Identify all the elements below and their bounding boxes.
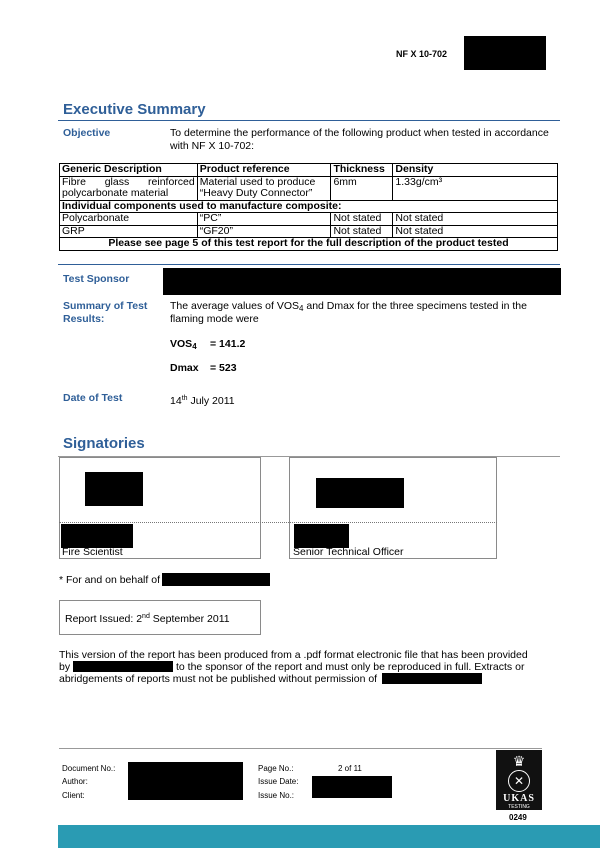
report-issued-box [59, 600, 261, 635]
col-header: Generic Description [60, 164, 198, 177]
footer-accent-bar [58, 825, 600, 848]
composition-table [59, 163, 558, 251]
redacted-header-block [464, 36, 546, 70]
disclaimer-line2-b: to the sponsor of the report and must only be reproduced in full. Extracts or [176, 661, 525, 673]
redacted-document-details [128, 762, 243, 800]
components-header: Individual components used to manufacture composite: [60, 200, 558, 213]
date-day: 14 [170, 395, 182, 407]
issue-no-label: Issue No.: [258, 791, 295, 800]
disclaimer-line1: This version of the report has been produced from a .pdf format electronic file that has been provided [59, 649, 528, 661]
page-no-value: 2 of 11 [338, 764, 362, 773]
signatories-heading: Signatories [63, 435, 145, 452]
results-label-line2: Results: [63, 313, 105, 325]
table-cell: Not stated [393, 225, 558, 238]
table-cell [60, 176, 198, 200]
on-behalf-text: * For and on behalf of [59, 574, 160, 586]
date-of-test-label: Date of Test [63, 392, 123, 404]
components-header-row [60, 200, 558, 213]
table-cell [197, 176, 331, 200]
issued-rest: September 2011 [149, 613, 230, 625]
table-cell: “GF20” [197, 225, 331, 238]
table-cell: Polycarbonate [60, 213, 198, 226]
redacted-sponsor [163, 268, 561, 295]
ref-line: Material used to produce [199, 175, 316, 188]
dmax-value: = 523 [210, 362, 237, 374]
ukas-logo-subtext: TESTING [508, 804, 530, 810]
page-no-label: Page No.: [258, 764, 294, 773]
issue-date-label: Issue Date: [258, 777, 299, 786]
signature-dotted-line [59, 522, 497, 523]
table-footer-note: Please see page 5 of this test report for the full description of the product tested [60, 238, 558, 251]
dmax-label: Dmax [170, 362, 199, 374]
col-header: Product reference [197, 164, 331, 177]
table-row [60, 213, 558, 226]
table-row [60, 225, 558, 238]
redacted-signature-right [316, 478, 404, 508]
redacted-name-right [294, 524, 349, 548]
desc-line: polycarbonate material [62, 187, 169, 199]
redacted-name-left [61, 524, 133, 548]
test-sponsor-label: Test Sponsor [63, 273, 130, 285]
left-signatory-title: Fire Scientist [62, 546, 123, 558]
disclaimer-line2-a: by [59, 661, 71, 673]
desc-line: Fibre glass reinforced [62, 175, 195, 188]
table-cell: Not stated [393, 213, 558, 226]
issued-suffix: nd [142, 613, 150, 620]
vos-value: = 141.2 [210, 338, 246, 350]
tick-cross-icon: ✕ [508, 770, 530, 792]
date-rest: July 2011 [187, 395, 235, 407]
table-cell: GRP [60, 225, 198, 238]
ukas-number: 0249 [509, 813, 527, 822]
issued-prefix: Report Issued: 2 [65, 613, 143, 625]
date-suffix: th [181, 395, 188, 402]
ukas-logo [496, 750, 542, 810]
results-label-line1: Summary of Test [63, 300, 148, 312]
vos-label: VOS [170, 338, 193, 350]
table-cell: Not stated [331, 213, 393, 226]
redacted-organisation [162, 573, 270, 586]
objective-text-line2: with NF X 10-702: [170, 140, 255, 152]
table-cell: Not stated [331, 225, 393, 238]
objective-text-line1: To determine the performance of the following product when tested in accordance [170, 127, 549, 139]
table-header-row [60, 164, 558, 177]
redacted-signature-left [85, 472, 143, 506]
results-subscript: 4 [299, 304, 304, 313]
redacted-permission-holder [382, 673, 482, 684]
footer-rule [59, 748, 542, 749]
table-footer-row [60, 238, 558, 251]
redacted-provider [73, 661, 173, 672]
author-label: Author: [62, 777, 88, 786]
client-label: Client: [62, 791, 85, 800]
ukas-logo-text: UKAS [503, 793, 535, 804]
disclaimer-line3: abridgements of reports must not be published without permission of [59, 673, 378, 685]
date-of-test-value [170, 392, 235, 408]
objective-label: Objective [63, 127, 111, 139]
sponsor-rule [58, 264, 560, 265]
results-text-part: The average values of VOS [170, 300, 299, 312]
table-cell: 6mm [331, 176, 393, 200]
table-cell: “PC” [197, 213, 331, 226]
results-text-part: and Dmax for the three specimens tested in the [303, 300, 527, 312]
results-text-line2: flaming mode were [170, 313, 259, 325]
col-header: Density [393, 164, 558, 177]
vos-subscript: 4 [192, 342, 197, 351]
table-row [60, 176, 558, 200]
heading-underline [58, 120, 560, 121]
executive-summary-heading: Executive Summary [63, 101, 206, 118]
ref-line: “Heavy Duty Connector” [199, 187, 313, 199]
redacted-issue-details [312, 776, 392, 798]
table-cell: 1.33g/cm³ [393, 176, 558, 200]
standard-reference: NF X 10-702 [396, 49, 448, 59]
col-header: Thickness [331, 164, 393, 177]
document-no-label: Document No.: [62, 764, 116, 773]
vos-result [170, 338, 197, 353]
right-signatory-title: Senior Technical Officer [293, 546, 404, 558]
crown-icon: ♛ [512, 753, 526, 769]
